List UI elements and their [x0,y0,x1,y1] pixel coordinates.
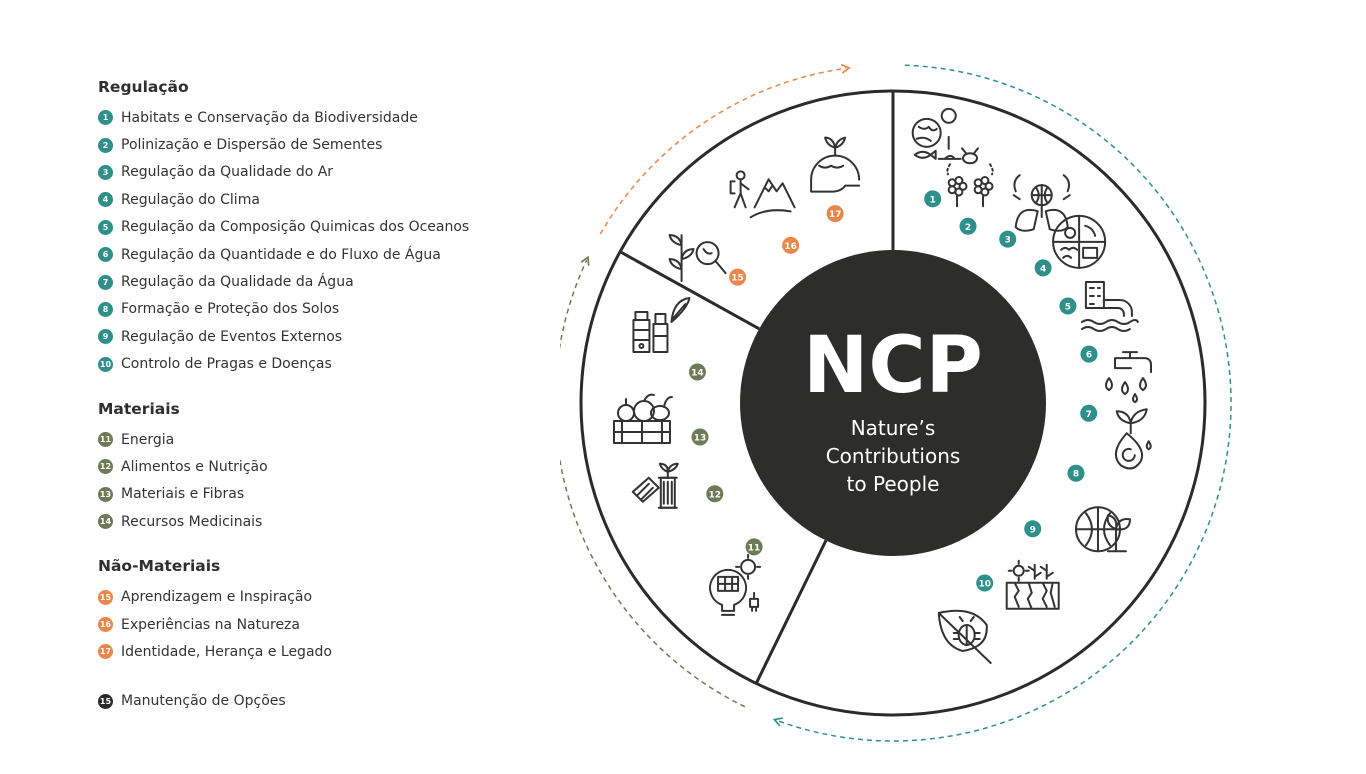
number-badge: 7 [98,275,113,290]
wheel-badge-number: 15 [731,273,744,284]
wheel-badge-number: 11 [747,543,761,554]
legend-item [98,131,518,158]
number-badge: 11 [98,432,113,447]
legend-item [98,638,518,665]
wheel-badge [691,429,708,446]
legend-item [98,351,518,378]
wheel-badge [782,237,799,254]
legend-item-label: Identidade, Herança e Legado [121,643,332,660]
wheel-badge-number: 5 [1064,302,1072,313]
wheel-badge-number: 12 [708,490,722,501]
legend-item-label: Materiais e Fibras [121,486,245,503]
legend-item [98,241,518,268]
legend-item-extra [98,688,518,715]
number-badge: 16 [98,617,113,632]
legend-item-label: Experiências na Natureza [121,616,300,633]
wheel-badge [976,574,993,591]
globe-climate-icon [1053,216,1105,268]
wheel-badge [1059,298,1076,315]
number-badge: 6 [98,247,113,262]
legend-item [98,268,518,295]
number-badge: 9 [98,329,113,344]
legend-item-label: Aprendizagem e Inspiração [121,589,313,606]
wheel-badge [1067,465,1084,482]
legend-item [98,508,518,535]
legend-item-label: Formação e Proteção dos Solos [121,301,340,318]
legend-item [98,296,518,323]
number-badge: 15 [98,694,113,709]
legend-item [98,583,518,610]
legend-item-label: Regulação da Composição Quimicas dos Oceanos [121,219,470,236]
wheel-badge [999,231,1016,248]
legend-item [98,481,518,508]
center-subtitle-line-3: to People [846,472,940,496]
wheel-badge-number: 3 [1004,235,1011,246]
legend-item-label: Recursos Medicinais [121,513,263,530]
wheel-badge [1080,346,1097,363]
number-badge: 8 [98,302,113,317]
wheel-badge-number: 8 [1072,469,1080,480]
legend-item [98,426,518,453]
wheel-badge-number: 10 [978,579,991,590]
group-regulacao [98,78,518,378]
group-nao-materiais [98,557,518,665]
center-subtitle-line-2: Contributions [825,444,961,468]
legend-item-label: Energia [121,431,175,448]
number-badge: 4 [98,192,113,207]
legend-item [98,214,518,241]
wheel-badge-number: 16 [784,241,797,252]
number-badge: 1 [98,110,113,125]
center-title: NCP [803,321,983,411]
number-badge: 17 [98,644,113,659]
group-title-materiais: Materiais [98,399,180,418]
legend-item-label: Regulação da Qualidade do Ar [121,164,334,181]
wheel-badge [746,538,763,555]
legend-item [98,323,518,350]
wheel-badge [689,364,706,381]
wheel-badge [1024,520,1041,537]
legend-item-label: Regulação da Quantidade e do Fluxo de Água [121,246,441,263]
wheel-badge-number: 14 [691,368,704,379]
group-title-regulacao: Regulação [98,78,189,96]
number-badge: 10 [98,357,113,372]
legend-item-label: Habitats e Conservação da Biodiversidade [121,109,418,126]
wheel-badge [1035,259,1052,276]
legend-item-label: Controlo de Pragas e Doenças [121,356,332,373]
wheel-badge-number: 17 [828,210,842,221]
number-badge: 3 [98,165,113,180]
number-badge: 13 [98,487,113,502]
wheel-badge [827,205,844,222]
legend-item [98,104,518,131]
wheel-badge-number: 1 [929,195,936,206]
legend-item-label: Polinização e Dispersão de Sementes [121,137,383,154]
wheel-badge [706,485,723,502]
group-title-nao-materiais: Não-Materiais [98,557,221,576]
center-subtitle-line-1: Nature’s [850,416,936,440]
number-badge: 14 [98,514,113,529]
group-materiais [98,400,518,536]
wheel-badge-number: 4 [1039,264,1047,275]
legend-item-label: Regulação de Eventos Externos [121,328,343,345]
number-badge: 15 [98,590,113,605]
wheel-badge [1080,405,1097,422]
wheel-badge-number: 7 [1085,409,1092,420]
wheel-badge-number: 13 [693,433,707,444]
legend-item [98,186,518,213]
legend [98,78,518,715]
wheel-badge [729,269,746,286]
wheel-badge-number: 2 [964,222,972,233]
wheel-badge-number: 6 [1085,350,1093,361]
legend-item-label: Manutenção de Opções [121,693,286,710]
number-badge: 5 [98,220,113,235]
wheel-badge [924,190,941,207]
legend-item [98,159,518,186]
wheel-badge [960,218,977,235]
number-badge: 12 [98,459,113,474]
legend-item [98,453,518,480]
ncp-wheel [560,40,1240,760]
legend-item-label: Regulação da Qualidade da Água [121,274,354,291]
legend-item [98,611,518,638]
number-badge: 2 [98,138,113,153]
legend-item-label: Alimentos e Nutrição [121,458,268,475]
legend-item-label: Regulação do Clima [121,191,260,208]
wheel-badge-number: 9 [1029,525,1036,536]
